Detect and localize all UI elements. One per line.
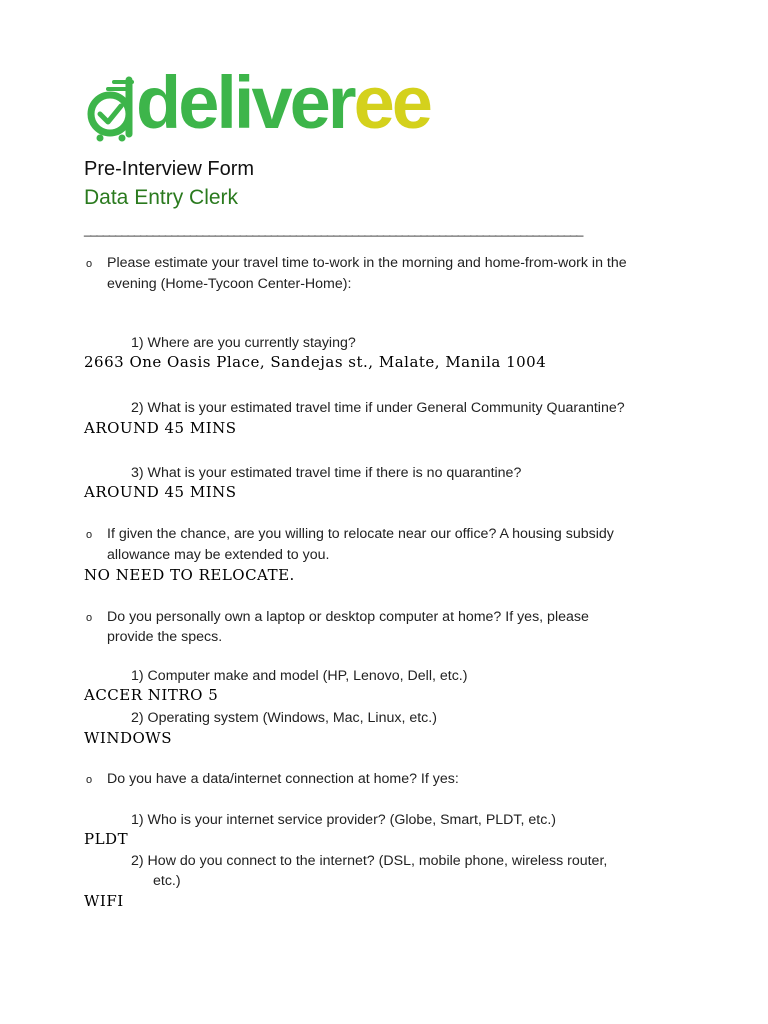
computer-question-line2: provide the specs. [107, 629, 223, 645]
relocate-question-line2: allowance may be extended to you. [107, 547, 330, 563]
bullet-icon: o [86, 612, 93, 624]
form-title: Pre-Interview Form [84, 158, 255, 180]
computer-question-line1: Do you personally own a laptop or desktop computer at home? If yes, please [107, 609, 589, 625]
relocate-question-line1: If given the chance, are you willing to relocate near our office? A housing subsidy [107, 526, 614, 542]
internet-item-1-question: 1) Who is your internet service provider? (Globe, Smart, PLDT, etc.) [131, 812, 556, 828]
relocate-answer: NO NEED TO RELOCATE. [84, 566, 295, 584]
bullet-icon: o [86, 774, 93, 786]
travel-item-2-question: 2) What is your estimated travel time if under General Community Quarantine? [131, 400, 625, 416]
travel-item-3-question: 3) What is your estimated travel time if there is no quarantine? [131, 465, 522, 481]
computer-item-1-question: 1) Computer make and model (HP, Lenovo, Dell, etc.) [131, 668, 468, 684]
internet-item-2-answer: WIFI [84, 892, 124, 910]
travel-item-1-question: 1) Where are you currently staying? [131, 335, 356, 351]
travel-item-1-answer: 2663 One Oasis Place, Sandejas st., Malate, Manila 1004 [84, 353, 547, 371]
computer-item-2-question: 2) Operating system (Windows, Mac, Linux, etc.) [131, 710, 437, 726]
travel-question-line2: evening (Home-Tycoon Center-Home): [107, 276, 352, 292]
internet-question-line1: Do you have a data/internet connection at home? If yes: [107, 771, 459, 787]
computer-item-2-answer: WINDOWS [84, 729, 172, 747]
internet-item-1-answer: PLDT [84, 830, 129, 848]
travel-item-3-answer: AROUND 45 MINS [84, 483, 237, 501]
bullet-icon: o [86, 529, 93, 541]
deliveree-logo [84, 61, 430, 144]
logo-wordmark-green: deliver [136, 61, 354, 144]
logo-wordmark [136, 60, 430, 145]
travel-item-2-answer: AROUND 45 MINS [84, 419, 237, 437]
logo-wordmark-yellow: ee [353, 61, 430, 144]
divider-rule: ________________________________________________________________________________ [84, 222, 583, 237]
internet-item-2-question-line2: etc.) [153, 873, 181, 889]
travel-question-line1: Please estimate your travel time to-work in the morning and home-from-work in the [107, 255, 627, 271]
computer-item-1-answer: ACCER NITRO 5 [84, 686, 219, 704]
form-subtitle: Data Entry Clerk [84, 186, 239, 209]
bullet-icon: o [86, 258, 93, 270]
internet-item-2-question-line1: 2) How do you connect to the internet? (DSL, mobile phone, wireless router, [131, 853, 608, 869]
